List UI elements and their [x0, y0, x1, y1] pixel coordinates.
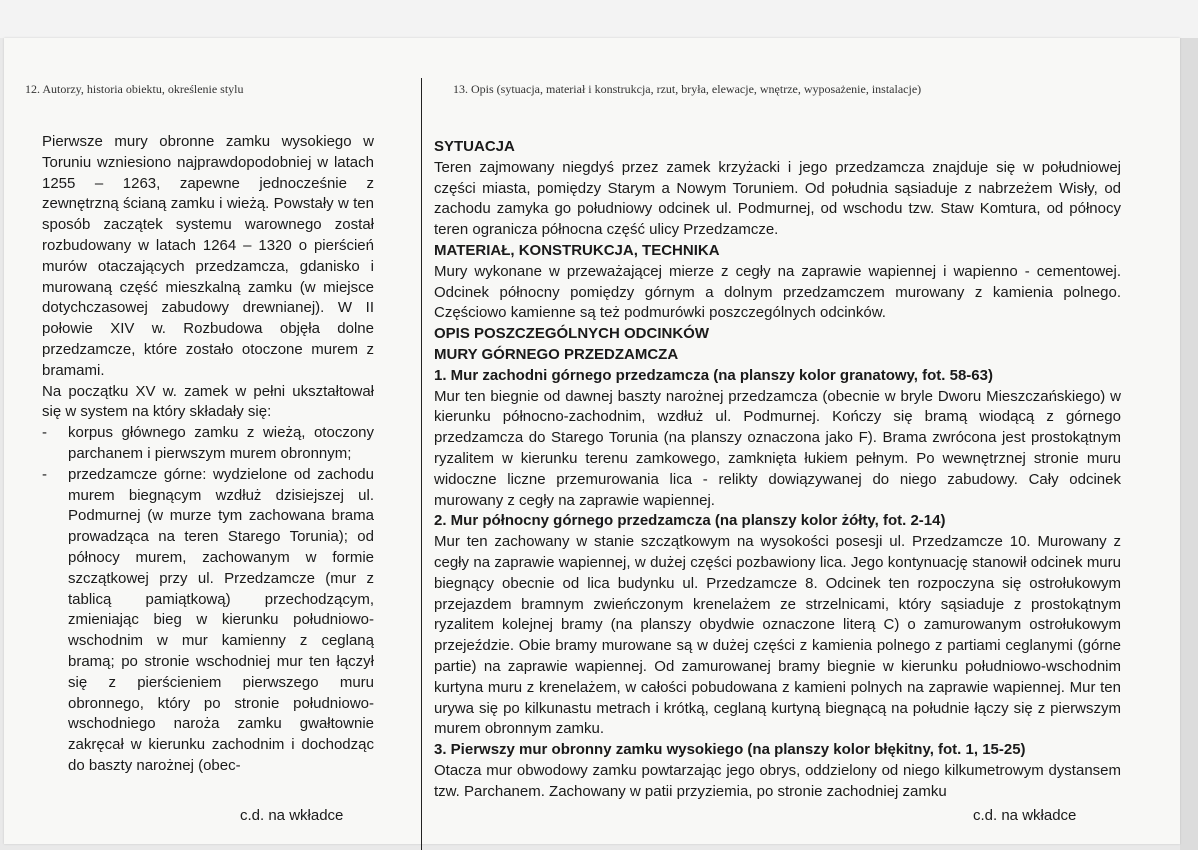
heading-sytuacja: SYTUACJA	[434, 138, 515, 155]
scan-top-margin	[0, 0, 1198, 38]
paragraph-section-1: Mur ten biegnie od dawnej baszty narożnej przedzamcza (obecnie w bryle Dworu Mieszczańskiego) w kierunku północno-zachodnim, wzdłuż ul. Podmurnej. Kończy się bramą wiodącą z górnego przedzamcza do Starego Torunia (na planszy oznaczona jako F). Brama zwrócona jest prostokątnym ryzalitem w kierunku terenu zamkowego, zamknięta łukiem pełnym. Po wewnętrznej stronie muru widoczne liczne przemurowania lica - relikty dowiązywanej do niego zabudowy. Cały odcinek murowany z cegły na zaprawie wapiennej.	[434, 387, 1121, 509]
bullet-dash: -	[42, 465, 47, 483]
list-item	[42, 465, 374, 777]
paragraph-material: Mury wykonane w przeważającej mierze z cegły na zaprawie wapiennej i wapienno - cementowej. Odcinek północny pomiędzy górnym a dolnym przedzamczem murowany z kamienia polnego. Częściowo kamienne są też podmurówki poszczególnych odcinków.	[434, 262, 1121, 322]
heading-section-3: 3. Pierwszy mur obronny zamku wysokiego (na planszy kolor błękitny, fot. 1, 15-25)	[434, 741, 1026, 759]
heading-mury: MURY GÓRNEGO PRZEDZAMCZA	[434, 345, 679, 363]
bullet-text: przedzamcze górne: wydzielone od zachodu murem biegnącym wzdłuż dzisiejszej ul. Podmurnej (w murze tym zachowana brama prowadząca na teren Starego Torunia); od północy murem, zachowanym w formie szczątkowej przy ul. Przedzamcze (mur z tablicą pamiątkową) przechodzącym, zmieniając bieg w kierunku południowo-wschodnim w mur kamienny z ceglaną bramą; po stronie wschodniej mur ten łączył się z pierścieniem pierwszego muru obronnego, który po stronie południowo-wschodniego naroża zamku gwałtownie zakręcał w kierunku zachodnim i dochodząc do baszty narożnej (obec-	[68, 465, 374, 774]
left-column-header: 12. Autorzy, historia obiektu, określenie stylu	[25, 82, 244, 96]
history-paragraph-1: Pierwsze mury obronne zamku wysokiego w Toruniu wzniesiono najprawdopodobniej w latach 1255 – 1263, zapewne jednocześnie z zewnętrzną ścianą zamku i wieżą. Powstały w ten sposób zaczątek systemu warownego został rozbudowany w latach 1264 – 1320 o pierścień murów otaczających przedzamcza, gdanisko i murowaną część mieszkalną zamku (w miejsce dotychczasowej zabudowy drewnianej). W II połowie XIV w. Rozbudowa objęła dolne przedzamcze, które zostało otoczone murem z bramami.	[42, 133, 374, 379]
bullet-dash: -	[42, 424, 47, 442]
history-paragraph-2: Na początku XV w. zamek w pełni ukształtował się w system na który składały się:	[42, 382, 374, 421]
left-column	[42, 132, 374, 777]
paragraph-section-2: Mur ten zachowany w stanie szczątkowym na wysokości posesji ul. Przedzamcze 10. Murowany z cegły na zaprawie wapiennej, w dużej części pozbawiony lica. Jego kontynuację stanowił odcinek muru biegnący obecnie od lica budynku ul. Przedzamcze 8. Odcinek ten rozpoczyna się ostrołukowym przejazdem bramnym zwieńczonym krenelażem ze strzelnicami, który sąsiaduje z prostokątnym ryzalitem kolejnej bramy (na planszy obydwie oznaczone literą C) o zamurowanym ostrołukowym przejeździe. Obie bramy murowane są w dużej części z kamienia polnego z partiami ceglanymi (górne partie) na zaprawie wapiennej. Od zamurowanej bramy biegnie w kierunku południowo-wschodnim kurtyna muru z krenelażem, w całości pobudowana z kamieni polnych na zaprawie wapiennej. Mur ten urywa się po kilkunastu metrach i krótką, ceglaną kurtyną biegnącą na południe łączy się z pierwszym murem obronnym zamku.	[434, 533, 1121, 738]
heading-section-1: 1. Mur zachodni górnego przedzamcza (na planszy kolor granatowy, fot. 58-63)	[434, 366, 993, 384]
heading-material: MATERIAŁ, KONSTRUKCJA, TECHNIKA	[434, 241, 720, 259]
paragraph-section-3: Otacza mur obwodowy zamku powtarzając jego obrys, oddzielony od niego kilkumetrowym dystansem tzw. Parchanem. Zachowany w patii przyziemia, po stronie zachodniej zamku	[434, 761, 1121, 800]
paragraph-sytuacja: Teren zajmowany niegdyś przez zamek krzyżacki i jego przedzamcza znajduje się w południowej części miasta, pomiędzy Starym a Nowym Toruniem. Od południa sąsiaduje z nabrzeżem Wisły, od zachodu zamyka go południowy odcinek ul. Podmurnej, od wschodu tzw. Staw Komtura, od północy teren ogranicza północna część ulicy Przedzamcze.	[434, 158, 1121, 239]
left-continued-note: c.d. na wkładce	[240, 807, 344, 824]
right-continued-note: c.d. na wkładce	[973, 807, 1077, 824]
history-bullet-list	[42, 423, 374, 777]
column-divider	[421, 78, 422, 850]
right-column-header: 13. Opis (sytuacja, materiał i konstrukcja, rzut, bryła, elewacje, wnętrze, wyposażenie, instalacje)	[453, 82, 922, 96]
heading-opis: OPIS POSZCZEGÓLNYCH ODCINKÓW	[434, 325, 710, 343]
list-item	[42, 423, 374, 465]
heading-section-2: 2. Mur północny górnego przedzamcza (na planszy kolor żółty, fot. 2-14)	[434, 512, 946, 530]
bullet-text: korpus głównego zamku z wieżą, otoczony parchanem i pierwszym murem obronnym;	[68, 424, 374, 462]
right-column	[434, 137, 1121, 803]
scan-right-edge	[1180, 38, 1198, 850]
